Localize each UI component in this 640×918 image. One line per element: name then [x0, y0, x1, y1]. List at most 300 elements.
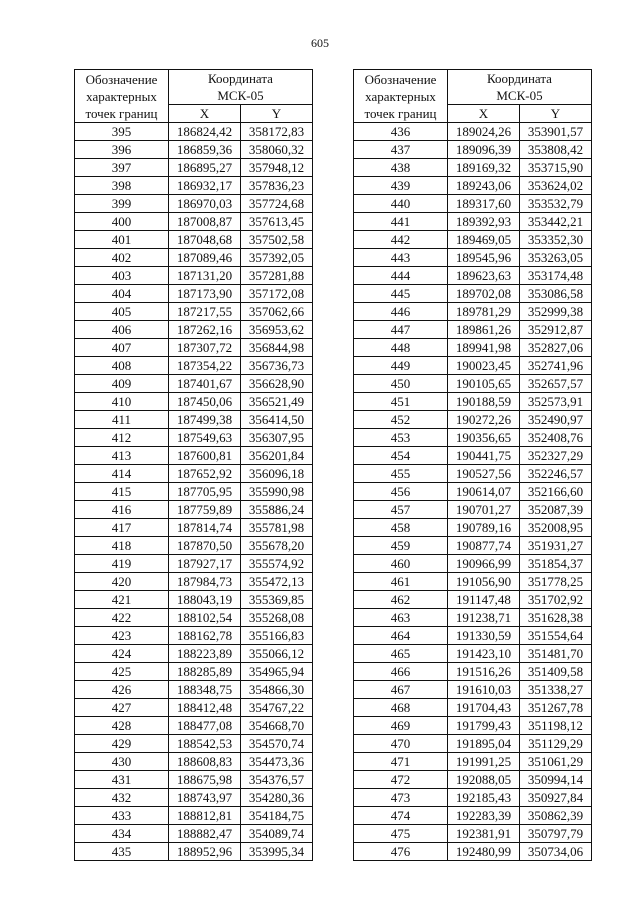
y-coordinate-cell: 351409,58	[520, 663, 592, 681]
table-row	[75, 663, 313, 681]
y-coordinate-cell: 357502,58	[241, 231, 313, 249]
table-row	[354, 231, 592, 249]
table-row	[75, 285, 313, 303]
table-row	[75, 645, 313, 663]
point-number-cell: 401	[75, 231, 169, 249]
point-label-header	[75, 70, 169, 123]
point-number-cell: 454	[354, 447, 448, 465]
y-coordinate-cell: 352327,29	[520, 447, 592, 465]
y-coordinate-cell: 351481,70	[520, 645, 592, 663]
point-number-cell: 475	[354, 825, 448, 843]
y-coordinate-cell: 352657,57	[520, 375, 592, 393]
y-coordinate-cell: 356307,95	[241, 429, 313, 447]
table-row	[354, 771, 592, 789]
table-row	[75, 267, 313, 285]
point-number-cell: 470	[354, 735, 448, 753]
y-coordinate-cell: 353624,02	[520, 177, 592, 195]
y-coordinate-cell: 354965,94	[241, 663, 313, 681]
x-coordinate-cell: 189941,98	[448, 339, 520, 357]
x-coordinate-cell: 190023,45	[448, 357, 520, 375]
point-number-cell: 403	[75, 267, 169, 285]
table-row	[75, 573, 313, 591]
y-coordinate-cell: 357062,66	[241, 303, 313, 321]
point-number-cell: 451	[354, 393, 448, 411]
table-row	[75, 159, 313, 177]
point-number-cell: 457	[354, 501, 448, 519]
x-coordinate-cell: 188102,54	[169, 609, 241, 627]
x-coordinate-cell: 186859,36	[169, 141, 241, 159]
y-coordinate-cell: 351778,25	[520, 573, 592, 591]
x-coordinate-cell: 191610,03	[448, 681, 520, 699]
x-coordinate-cell: 192088,05	[448, 771, 520, 789]
point-number-cell: 427	[75, 699, 169, 717]
y-coordinate-cell: 351554,64	[520, 627, 592, 645]
y-coordinate-cell: 355990,98	[241, 483, 313, 501]
y-coordinate-cell: 355781,98	[241, 519, 313, 537]
x-coordinate-cell: 191238,71	[448, 609, 520, 627]
table-row	[354, 501, 592, 519]
x-coordinate-cell: 187354,22	[169, 357, 241, 375]
table-row	[354, 663, 592, 681]
point-number-cell: 422	[75, 609, 169, 627]
x-coordinate-cell: 186932,17	[169, 177, 241, 195]
y-coordinate-cell: 352246,57	[520, 465, 592, 483]
point-number-cell: 420	[75, 573, 169, 591]
x-coordinate-cell: 192480,99	[448, 843, 520, 861]
point-number-cell: 476	[354, 843, 448, 861]
x-coordinate-cell: 187131,20	[169, 267, 241, 285]
table-row	[75, 735, 313, 753]
table-row	[354, 447, 592, 465]
y-coordinate-cell: 354473,36	[241, 753, 313, 771]
table-row	[354, 789, 592, 807]
x-coordinate-cell: 189545,96	[448, 249, 520, 267]
label-header-line: Обозначение	[85, 71, 158, 87]
x-coordinate-cell: 187549,63	[169, 429, 241, 447]
label-header-line: характерных	[86, 88, 157, 104]
point-number-cell: 409	[75, 375, 169, 393]
point-number-cell: 415	[75, 483, 169, 501]
table-row	[75, 555, 313, 573]
x-coordinate-cell: 191423,10	[448, 645, 520, 663]
x-coordinate-cell: 186970,03	[169, 195, 241, 213]
y-coordinate-cell: 356201,84	[241, 447, 313, 465]
y-coordinate-cell: 354376,57	[241, 771, 313, 789]
point-number-cell: 437	[354, 141, 448, 159]
x-coordinate-cell: 189861,26	[448, 321, 520, 339]
y-coordinate-cell: 352166,60	[520, 483, 592, 501]
x-coordinate-cell: 190789,16	[448, 519, 520, 537]
table-row	[354, 645, 592, 663]
x-coordinate-cell: 187705,95	[169, 483, 241, 501]
point-number-cell: 473	[354, 789, 448, 807]
y-coordinate-cell: 354866,30	[241, 681, 313, 699]
x-column-header: X	[448, 105, 520, 123]
point-number-cell: 421	[75, 591, 169, 609]
table-row	[354, 303, 592, 321]
x-coordinate-cell: 190701,27	[448, 501, 520, 519]
point-number-cell: 405	[75, 303, 169, 321]
table-row	[75, 339, 313, 357]
x-coordinate-cell: 191799,43	[448, 717, 520, 735]
point-number-cell: 399	[75, 195, 169, 213]
table-row	[354, 735, 592, 753]
x-coordinate-cell: 187870,50	[169, 537, 241, 555]
point-number-cell: 428	[75, 717, 169, 735]
point-number-cell: 462	[354, 591, 448, 609]
point-number-cell: 413	[75, 447, 169, 465]
x-coordinate-cell: 187759,89	[169, 501, 241, 519]
point-number-cell: 395	[75, 123, 169, 141]
x-column-header: X	[169, 105, 241, 123]
table-row	[75, 537, 313, 555]
point-number-cell: 406	[75, 321, 169, 339]
point-number-cell: 436	[354, 123, 448, 141]
x-coordinate-cell: 190441,75	[448, 447, 520, 465]
point-number-cell: 398	[75, 177, 169, 195]
point-number-cell: 464	[354, 627, 448, 645]
point-number-cell: 432	[75, 789, 169, 807]
table-row	[354, 627, 592, 645]
y-coordinate-cell: 355886,24	[241, 501, 313, 519]
table-row	[75, 303, 313, 321]
point-number-cell: 426	[75, 681, 169, 699]
x-coordinate-cell: 191704,43	[448, 699, 520, 717]
y-coordinate-cell: 356414,50	[241, 411, 313, 429]
table-row	[354, 213, 592, 231]
x-coordinate-cell: 189243,06	[448, 177, 520, 195]
y-coordinate-cell: 356628,90	[241, 375, 313, 393]
table-row	[354, 321, 592, 339]
y-coordinate-cell: 351931,27	[520, 537, 592, 555]
point-number-cell: 463	[354, 609, 448, 627]
table-row	[354, 753, 592, 771]
y-coordinate-cell: 352827,06	[520, 339, 592, 357]
point-number-cell: 459	[354, 537, 448, 555]
y-coordinate-cell: 358060,32	[241, 141, 313, 159]
table-row	[75, 483, 313, 501]
x-coordinate-cell: 187173,90	[169, 285, 241, 303]
x-coordinate-cell: 188675,98	[169, 771, 241, 789]
x-coordinate-cell: 189702,08	[448, 285, 520, 303]
x-coordinate-cell: 190356,65	[448, 429, 520, 447]
point-number-cell: 472	[354, 771, 448, 789]
y-coordinate-cell: 350797,79	[520, 825, 592, 843]
table-row	[354, 339, 592, 357]
table-row	[75, 249, 313, 267]
label-header-line: характерных	[365, 88, 436, 104]
table-row	[354, 519, 592, 537]
coordinate-header-line: МСК-05	[496, 88, 543, 103]
x-coordinate-cell: 192381,91	[448, 825, 520, 843]
x-coordinate-cell: 190614,07	[448, 483, 520, 501]
y-coordinate-cell: 353715,90	[520, 159, 592, 177]
table-row	[354, 375, 592, 393]
y-coordinate-cell: 354184,75	[241, 807, 313, 825]
point-label-header	[354, 70, 448, 123]
table-row	[75, 141, 313, 159]
table-row	[354, 483, 592, 501]
y-coordinate-cell: 353174,48	[520, 267, 592, 285]
y-coordinate-cell: 357172,08	[241, 285, 313, 303]
x-coordinate-cell: 191991,25	[448, 753, 520, 771]
y-coordinate-cell: 350927,84	[520, 789, 592, 807]
table-row	[75, 375, 313, 393]
y-column-header: Y	[520, 105, 592, 123]
y-column-header: Y	[241, 105, 313, 123]
point-number-cell: 425	[75, 663, 169, 681]
point-number-cell: 471	[354, 753, 448, 771]
x-coordinate-cell: 188812,81	[169, 807, 241, 825]
y-coordinate-cell: 354668,70	[241, 717, 313, 735]
table-row	[75, 519, 313, 537]
x-coordinate-cell: 189392,93	[448, 213, 520, 231]
x-coordinate-cell: 189781,29	[448, 303, 520, 321]
y-coordinate-cell: 357613,45	[241, 213, 313, 231]
y-coordinate-cell: 357948,12	[241, 159, 313, 177]
y-coordinate-cell: 354280,36	[241, 789, 313, 807]
x-coordinate-cell: 188162,78	[169, 627, 241, 645]
y-coordinate-cell: 352490,97	[520, 411, 592, 429]
x-coordinate-cell: 188348,75	[169, 681, 241, 699]
y-coordinate-cell: 356953,62	[241, 321, 313, 339]
table-row	[354, 429, 592, 447]
point-number-cell: 460	[354, 555, 448, 573]
table-row	[75, 411, 313, 429]
point-number-cell: 455	[354, 465, 448, 483]
y-coordinate-cell: 357724,68	[241, 195, 313, 213]
table-row	[75, 699, 313, 717]
x-coordinate-cell: 189169,32	[448, 159, 520, 177]
x-coordinate-cell: 188882,47	[169, 825, 241, 843]
point-number-cell: 456	[354, 483, 448, 501]
table-row	[354, 393, 592, 411]
table-body	[75, 123, 313, 861]
y-coordinate-cell: 351702,92	[520, 591, 592, 609]
point-number-cell: 417	[75, 519, 169, 537]
point-number-cell: 448	[354, 339, 448, 357]
point-number-cell: 397	[75, 159, 169, 177]
point-number-cell: 440	[354, 195, 448, 213]
y-coordinate-cell: 352999,38	[520, 303, 592, 321]
coordinate-header-line: Координата	[487, 71, 552, 86]
x-coordinate-cell: 188477,08	[169, 717, 241, 735]
table-row	[354, 249, 592, 267]
point-number-cell: 446	[354, 303, 448, 321]
point-number-cell: 474	[354, 807, 448, 825]
table-row	[75, 609, 313, 627]
table-row	[75, 825, 313, 843]
y-coordinate-cell: 354767,22	[241, 699, 313, 717]
table-row	[354, 141, 592, 159]
y-coordinate-cell: 350862,39	[520, 807, 592, 825]
point-number-cell: 434	[75, 825, 169, 843]
table-row	[354, 825, 592, 843]
y-coordinate-cell: 351129,29	[520, 735, 592, 753]
table-row	[354, 807, 592, 825]
y-coordinate-cell: 353995,34	[241, 843, 313, 861]
table-row	[75, 321, 313, 339]
table-row	[75, 357, 313, 375]
table-row	[75, 753, 313, 771]
table-row	[75, 717, 313, 735]
table-row	[75, 807, 313, 825]
table-row	[354, 591, 592, 609]
x-coordinate-cell: 191330,59	[448, 627, 520, 645]
table-row	[75, 429, 313, 447]
x-coordinate-cell: 188043,19	[169, 591, 241, 609]
x-coordinate-cell: 190877,74	[448, 537, 520, 555]
y-coordinate-cell: 353808,42	[520, 141, 592, 159]
table-row	[75, 501, 313, 519]
point-number-cell: 468	[354, 699, 448, 717]
point-number-cell: 467	[354, 681, 448, 699]
table-row	[75, 177, 313, 195]
table-row	[354, 843, 592, 861]
table-row	[75, 213, 313, 231]
point-number-cell: 411	[75, 411, 169, 429]
point-number-cell: 450	[354, 375, 448, 393]
point-number-cell: 412	[75, 429, 169, 447]
table-row	[354, 177, 592, 195]
table-row	[354, 411, 592, 429]
x-coordinate-cell: 191516,26	[448, 663, 520, 681]
y-coordinate-cell: 351854,37	[520, 555, 592, 573]
table-row	[354, 195, 592, 213]
table-row	[75, 465, 313, 483]
table-row	[354, 681, 592, 699]
point-number-cell: 465	[354, 645, 448, 663]
point-number-cell: 419	[75, 555, 169, 573]
point-number-cell: 452	[354, 411, 448, 429]
x-coordinate-cell: 187450,06	[169, 393, 241, 411]
x-coordinate-cell: 187008,87	[169, 213, 241, 231]
table-row	[75, 447, 313, 465]
point-number-cell: 404	[75, 285, 169, 303]
x-coordinate-cell: 188542,53	[169, 735, 241, 753]
y-coordinate-cell: 355268,08	[241, 609, 313, 627]
point-number-cell: 458	[354, 519, 448, 537]
x-coordinate-cell: 188223,89	[169, 645, 241, 663]
table-row	[354, 699, 592, 717]
y-coordinate-cell: 353532,79	[520, 195, 592, 213]
x-coordinate-cell: 187984,73	[169, 573, 241, 591]
page-number: 605	[311, 36, 329, 50]
point-number-cell: 424	[75, 645, 169, 663]
x-coordinate-cell: 192185,43	[448, 789, 520, 807]
point-number-cell: 396	[75, 141, 169, 159]
table-row	[75, 627, 313, 645]
x-coordinate-cell: 189096,39	[448, 141, 520, 159]
x-coordinate-cell: 186824,42	[169, 123, 241, 141]
table-row	[354, 537, 592, 555]
x-coordinate-cell: 188412,48	[169, 699, 241, 717]
x-coordinate-cell: 187600,81	[169, 447, 241, 465]
table-row	[354, 717, 592, 735]
x-coordinate-cell: 187217,55	[169, 303, 241, 321]
coordinate-header-line: МСК-05	[217, 88, 264, 103]
point-number-cell: 442	[354, 231, 448, 249]
table-row	[354, 357, 592, 375]
coordinate-header	[448, 70, 592, 105]
point-number-cell: 447	[354, 321, 448, 339]
x-coordinate-cell: 190966,99	[448, 555, 520, 573]
point-number-cell: 433	[75, 807, 169, 825]
y-coordinate-cell: 355066,12	[241, 645, 313, 663]
table-row	[75, 591, 313, 609]
x-coordinate-cell: 187401,67	[169, 375, 241, 393]
point-number-cell: 461	[354, 573, 448, 591]
y-coordinate-cell: 351198,12	[520, 717, 592, 735]
y-coordinate-cell: 352087,39	[520, 501, 592, 519]
point-number-cell: 410	[75, 393, 169, 411]
x-coordinate-cell: 187499,38	[169, 411, 241, 429]
point-number-cell: 435	[75, 843, 169, 861]
y-coordinate-cell: 350734,06	[520, 843, 592, 861]
point-number-cell: 469	[354, 717, 448, 735]
point-number-cell: 430	[75, 753, 169, 771]
coordinates-table-left	[74, 69, 313, 861]
coordinate-header	[169, 70, 313, 105]
y-coordinate-cell: 356521,49	[241, 393, 313, 411]
point-number-cell: 414	[75, 465, 169, 483]
y-coordinate-cell: 356736,73	[241, 357, 313, 375]
y-coordinate-cell: 354089,74	[241, 825, 313, 843]
coordinate-header-line: Координата	[208, 71, 273, 86]
y-coordinate-cell: 355166,83	[241, 627, 313, 645]
x-coordinate-cell: 192283,39	[448, 807, 520, 825]
x-coordinate-cell: 188608,83	[169, 753, 241, 771]
point-number-cell: 407	[75, 339, 169, 357]
x-coordinate-cell: 187307,72	[169, 339, 241, 357]
point-number-cell: 418	[75, 537, 169, 555]
table-row	[354, 555, 592, 573]
table-header	[354, 70, 592, 123]
x-coordinate-cell: 191147,48	[448, 591, 520, 609]
table-row	[75, 123, 313, 141]
y-coordinate-cell: 351338,27	[520, 681, 592, 699]
x-coordinate-cell: 190105,65	[448, 375, 520, 393]
y-coordinate-cell: 353352,30	[520, 231, 592, 249]
y-coordinate-cell: 356096,18	[241, 465, 313, 483]
x-coordinate-cell: 191895,04	[448, 735, 520, 753]
y-coordinate-cell: 352008,95	[520, 519, 592, 537]
y-coordinate-cell: 350994,14	[520, 771, 592, 789]
x-coordinate-cell: 187048,68	[169, 231, 241, 249]
y-coordinate-cell: 352912,87	[520, 321, 592, 339]
point-number-cell: 439	[354, 177, 448, 195]
point-number-cell: 441	[354, 213, 448, 231]
y-coordinate-cell: 352741,96	[520, 357, 592, 375]
table-header	[75, 70, 313, 123]
y-coordinate-cell: 356844,98	[241, 339, 313, 357]
point-number-cell: 449	[354, 357, 448, 375]
y-coordinate-cell: 353442,21	[520, 213, 592, 231]
point-number-cell: 466	[354, 663, 448, 681]
table-row	[354, 285, 592, 303]
table-row	[75, 681, 313, 699]
x-coordinate-cell: 188285,89	[169, 663, 241, 681]
x-coordinate-cell: 190188,59	[448, 393, 520, 411]
x-coordinate-cell: 187927,17	[169, 555, 241, 573]
y-coordinate-cell: 357392,05	[241, 249, 313, 267]
x-coordinate-cell: 190272,26	[448, 411, 520, 429]
table-row	[75, 843, 313, 861]
point-number-cell: 400	[75, 213, 169, 231]
table-row	[354, 609, 592, 627]
table-row	[354, 123, 592, 141]
x-coordinate-cell: 187652,92	[169, 465, 241, 483]
